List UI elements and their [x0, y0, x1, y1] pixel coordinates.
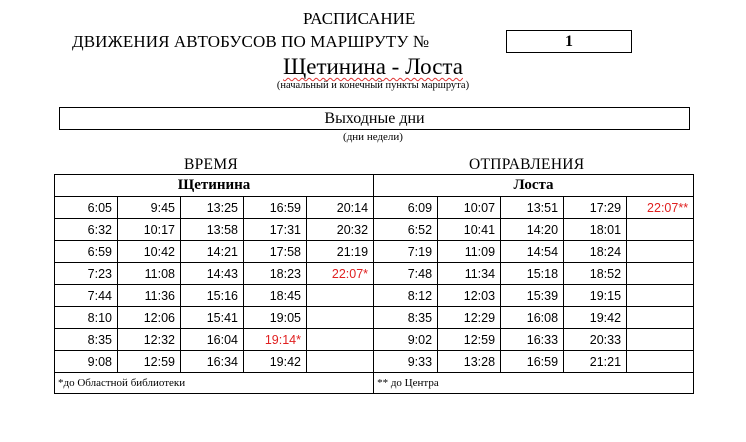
departure-time-losta [627, 241, 694, 263]
departure-time-losta: 11:34 [438, 263, 501, 285]
departure-time-losta: 16:59 [501, 351, 564, 373]
departure-time-shchetinina: 14:21 [181, 241, 244, 263]
departure-time-losta: 7:19 [374, 241, 438, 263]
departure-time-losta: 18:52 [564, 263, 627, 285]
departure-time-losta: 20:33 [564, 329, 627, 351]
departure-time-losta: 14:54 [501, 241, 564, 263]
departure-time-shchetinina: 16:34 [181, 351, 244, 373]
departure-time-shchetinina: 6:59 [55, 241, 118, 263]
departure-time-losta: 16:33 [501, 329, 564, 351]
stop-right: Лоста [374, 175, 694, 197]
departure-time-losta: 15:39 [501, 285, 564, 307]
departure-time-losta: 11:09 [438, 241, 501, 263]
departure-time-losta: 6:09 [374, 197, 438, 219]
departure-time-losta [627, 351, 694, 373]
days-box: Выходные дни [59, 107, 690, 130]
departure-time-shchetinina [307, 329, 374, 351]
departure-time-losta: 18:01 [564, 219, 627, 241]
departure-time-losta: 8:12 [374, 285, 438, 307]
route-number-box: 1 [506, 30, 632, 53]
route-name: Щетинина - Лоста [283, 54, 463, 79]
departure-time-shchetinina: 10:42 [118, 241, 181, 263]
departure-time-shchetinina: 17:58 [244, 241, 307, 263]
departure-time-shchetinina: 9:08 [55, 351, 118, 373]
table-row [55, 197, 694, 219]
departure-time-shchetinina: 12:06 [118, 307, 181, 329]
departure-time-losta: 18:24 [564, 241, 627, 263]
departure-time-losta [627, 285, 694, 307]
schedule-table [54, 174, 694, 394]
departure-time-shchetinina [307, 307, 374, 329]
departure-time-losta: 7:48 [374, 263, 438, 285]
table-row [55, 307, 694, 329]
departure-time-losta [627, 329, 694, 351]
stop-left: Щетинина [55, 175, 374, 197]
route-hint: (начальный и конечный пункты маршрута) [276, 80, 470, 91]
departure-time-shchetinina: 20:32 [307, 219, 374, 241]
footnote-left: *до Областной библиотеки [55, 373, 374, 394]
departure-time-shchetinina [307, 351, 374, 373]
departure-time-shchetinina: 13:25 [181, 197, 244, 219]
stops-row [55, 175, 694, 197]
schedule-subtitle: ДВИЖЕНИЯ АВТОБУСОВ ПО МАРШРУТУ № [72, 32, 430, 51]
departure-time-losta: 10:41 [438, 219, 501, 241]
departure-time-losta: 17:29 [564, 197, 627, 219]
departure-time-losta: 9:02 [374, 329, 438, 351]
departure-time-shchetinina: 18:23 [244, 263, 307, 285]
departure-time-shchetinina: 13:58 [181, 219, 244, 241]
departure-time-shchetinina: 16:59 [244, 197, 307, 219]
departure-time-losta: 12:03 [438, 285, 501, 307]
departure-time-shchetinina: 18:45 [244, 285, 307, 307]
departure-time-shchetinina: 11:36 [118, 285, 181, 307]
table-row [55, 285, 694, 307]
departure-time-shchetinina: 15:16 [181, 285, 244, 307]
departure-time-losta: 15:18 [501, 263, 564, 285]
departure-time-losta [627, 219, 694, 241]
departure-time-losta: 9:33 [374, 351, 438, 373]
departure-time-shchetinina: 10:17 [118, 219, 181, 241]
table-row [55, 241, 694, 263]
departure-time-losta: 13:51 [501, 197, 564, 219]
departure-time-shchetinina: 8:10 [55, 307, 118, 329]
departure-time-losta [627, 263, 694, 285]
departure-time-losta: 21:21 [564, 351, 627, 373]
departure-time-shchetinina: 17:31 [244, 219, 307, 241]
departure-time-shchetinina: 15:41 [181, 307, 244, 329]
departure-time-losta: 19:42 [564, 307, 627, 329]
departure-time-losta: 12:59 [438, 329, 501, 351]
departure-time-shchetinina: 12:59 [118, 351, 181, 373]
departure-time-losta: 10:07 [438, 197, 501, 219]
table-row [55, 219, 694, 241]
departure-time-losta: 16:08 [501, 307, 564, 329]
departure-time-losta: 19:15 [564, 285, 627, 307]
table-row [55, 329, 694, 351]
departure-time-losta: 6:52 [374, 219, 438, 241]
departure-time-shchetinina: 19:14* [244, 329, 307, 351]
departure-time-shchetinina: 16:04 [181, 329, 244, 351]
departure-time-losta: 13:28 [438, 351, 501, 373]
departure-time-shchetinina: 7:44 [55, 285, 118, 307]
notes-row [55, 373, 694, 394]
departure-time-shchetinina: 19:42 [244, 351, 307, 373]
departure-time-shchetinina: 7:23 [55, 263, 118, 285]
time-heading: ВРЕМЯ [184, 156, 239, 173]
departure-heading: ОТПРАВЛЕНИЯ [469, 156, 585, 173]
departure-time-shchetinina: 22:07* [307, 263, 374, 285]
departure-time-shchetinina: 11:08 [118, 263, 181, 285]
departure-time-losta: 8:35 [374, 307, 438, 329]
departure-time-losta: 12:29 [438, 307, 501, 329]
departure-time-shchetinina: 6:32 [55, 219, 118, 241]
departure-time-losta: 14:20 [501, 219, 564, 241]
footnote-right: ** до Центра [374, 373, 694, 394]
departure-time-shchetinina: 9:45 [118, 197, 181, 219]
departure-time-shchetinina: 19:05 [244, 307, 307, 329]
table-row [55, 263, 694, 285]
departure-time-losta: 22:07** [627, 197, 694, 219]
departure-time-shchetinina: 6:05 [55, 197, 118, 219]
departure-time-shchetinina: 12:32 [118, 329, 181, 351]
departure-time-shchetinina: 14:43 [181, 263, 244, 285]
departure-time-losta [627, 307, 694, 329]
table-row [55, 351, 694, 373]
departure-time-shchetinina: 8:35 [55, 329, 118, 351]
departure-time-shchetinina: 21:19 [307, 241, 374, 263]
days-hint: (дни недели) [343, 131, 403, 143]
departure-time-shchetinina: 20:14 [307, 197, 374, 219]
departure-time-shchetinina [307, 285, 374, 307]
